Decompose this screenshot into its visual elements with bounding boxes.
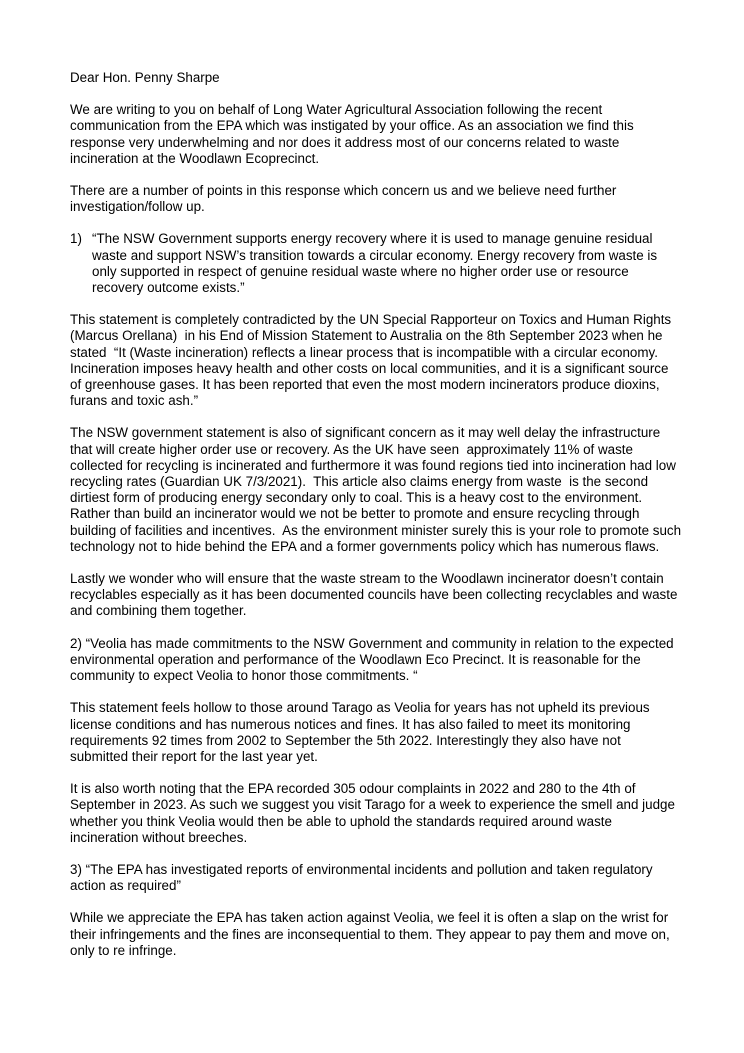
point-3-quote-paragraph: 3) “The EPA has investigated reports of environmental incidents and pollution and taken regulatory action as required” [70, 861, 657, 894]
point-2-quote-paragraph: 2) “Veolia has made commitments to the NSW Government and community in relation to the expected environmental operation and performance of the Woodlawn Eco Precinct. It is reasonable for the community to expect Veolia to honor those commitments. “ [70, 635, 678, 684]
paragraph-epa-action: While we appreciate the EPA has taken action against Veolia, we feel it is often a slap on the wrist for their infringements and the fines are inconsequential to them. They appear to pay them and move on, only to re infringe. [70, 910, 674, 958]
point-1-quote: “The NSW Government supports energy recovery where it is used to manage genuine residual waste and support NSW’s transition towards a circular economy. Energy recovery from waste is only supported in respect of genuine residual waste where no higher order use or resource recovery outcome exists.” [92, 231, 661, 296]
paragraph-un-rapporteur: This statement is completely contradicted by the UN Special Rapporteur on Toxics and Human Rights (Marcus Orellana) in his End of Mission Statement to Australia on the 8th September 2023 when he stated “It (Waste incineration) reflects a linear process that is incompatible with a circular economy. Incineration imposes heavy health and other costs on local communities, and it is a significant source of greenhouse gases. It has been reported that even the most modern incinerators produce dioxins, furans and toxic ash.” [70, 312, 675, 409]
salutation: Dear Hon. Penny Sharpe [70, 70, 220, 85]
point-1-item [70, 231, 682, 296]
paragraph-veolia-record: This statement feels hollow to those around Tarago as Veolia for years has not upheld its previous license conditions and has numerous notices and fines. It has also failed to meet its monitoring requirements 92 times from 2002 to September the 5th 2022. Interestingly they also have not submitted their report for the last year yet. [70, 700, 654, 764]
paragraph-lastly-recyclables: Lastly we wonder who will ensure that the waste stream to the Woodlawn incinerator doesn’t contain recyclables especially as it has been documented councils have been collecting recyclables and waste and combining them together. [70, 571, 682, 619]
points-intro-paragraph: There are a number of points in this response which concern us and we believe need further investigation/follow up. [70, 183, 621, 215]
paragraph-odour-complaints: It is also worth noting that the EPA recorded 305 odour complaints in 2022 and 280 to the 4th of September in 2023. As such we suggest you visit Tarago for a week to experience the smell and judge whether you think Veolia would then be able to uphold the standards required around waste incineration without breeches. [70, 781, 679, 845]
letter-body [70, 70, 685, 975]
point-1-marker: 1) [70, 231, 82, 247]
paragraph-nsw-concern: The NSW government statement is also of significant concern as it may well delay the infrastructure that will create higher order use or recovery. As the UK have seen approximately 11% of waste collected for recycling is incinerated and furthermore it was found regions tied into incineration had low recycling rates (Guardian UK 7/3/2021). This article also claims energy from waste is the second dirtiest form of producing energy secondary only to coal. This is a heavy cost to the environment. Rather than build an incinerator would we not be better to promote and ensure recycling through building of facilities and incentives. As the environment minister surely this is your role to promote such technology not to hide behind the EPA and a former governments policy which has numerous flaws. [70, 425, 685, 554]
intro-paragraph: We are writing to you on behalf of Long Water Agricultural Association following the recent communication from the EPA which was instigated by your office. As an association we find this response very underwhelming and nor does it address most of our concerns related to waste incineration at the Woodlawn Ecoprecinct. [70, 102, 638, 166]
